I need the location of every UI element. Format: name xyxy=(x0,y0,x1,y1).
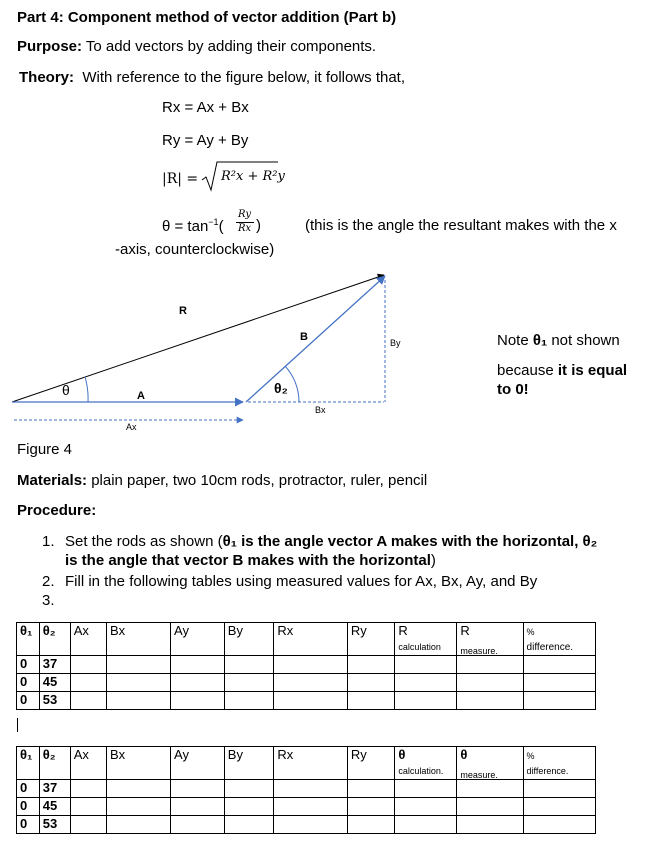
table-cell: 45 xyxy=(39,798,70,816)
table-cell xyxy=(224,816,274,834)
table-cell: 37 xyxy=(39,780,70,798)
paren-close: ) xyxy=(256,217,261,234)
col-theta2: θ₂ xyxy=(39,747,70,780)
theory-label: Theory: xyxy=(19,69,75,86)
table-cell xyxy=(523,816,595,834)
col-theta2: θ₂ xyxy=(39,623,70,656)
table-cell xyxy=(106,780,170,798)
table-cell xyxy=(171,692,225,710)
table-cell xyxy=(70,656,106,674)
col-ay: Ay xyxy=(171,747,225,780)
table-cell xyxy=(171,798,225,816)
table-cell xyxy=(347,692,395,710)
procedure-step-1-line2: is the angle that vector B makes with the horizontal) xyxy=(65,552,436,569)
theta-exp: −1 xyxy=(208,217,219,227)
table-header-row xyxy=(17,747,596,780)
col-rx: Rx xyxy=(274,747,347,780)
table-row xyxy=(17,692,596,710)
procedure-step-1-num: 1. xyxy=(42,533,55,550)
col-by: By xyxy=(224,747,274,780)
table-cell xyxy=(171,656,225,674)
table-cell xyxy=(523,798,595,816)
table-cell xyxy=(457,780,523,798)
data-table-2 xyxy=(16,746,596,834)
data-table-1 xyxy=(16,622,596,710)
label-theta: θ xyxy=(62,382,70,398)
table-row xyxy=(17,656,596,674)
text-cursor xyxy=(17,718,18,732)
col-theta-meas: θ $_{measure.}$ xyxy=(457,747,523,780)
table-cell xyxy=(106,798,170,816)
table-cell: 37 xyxy=(39,656,70,674)
table-cell xyxy=(274,656,347,674)
col-ax: Ax xyxy=(70,623,106,656)
col-ay: Ay xyxy=(171,623,225,656)
table-cell xyxy=(106,674,170,692)
table-cell xyxy=(224,780,274,798)
table-cell xyxy=(347,798,395,816)
purpose-line xyxy=(17,38,376,55)
note-line1: Note θ₁ not shown xyxy=(497,332,620,349)
table-cell: 45 xyxy=(39,674,70,692)
table-cell xyxy=(171,816,225,834)
table-cell xyxy=(395,780,457,798)
label-by: By xyxy=(390,338,401,348)
procedure-step-1: Set the rods as shown (θ₁ is the angle vector A makes with the horizontal, θ₂ xyxy=(65,533,598,550)
table-cell: 0 xyxy=(17,674,40,692)
col-bx: Bx xyxy=(106,623,170,656)
vector-diagram xyxy=(0,260,400,440)
theta-arc xyxy=(85,377,88,402)
label-ax: Ax xyxy=(126,422,137,432)
table-cell xyxy=(395,674,457,692)
table-cell xyxy=(224,674,274,692)
table-cell: 0 xyxy=(17,816,40,834)
table-cell xyxy=(395,798,457,816)
col-bx: Bx xyxy=(106,747,170,780)
procedure-label: Procedure: xyxy=(17,502,97,519)
col-rx: Rx xyxy=(274,623,347,656)
table-cell xyxy=(457,674,523,692)
table-cell: 0 xyxy=(17,692,40,710)
col-theta-calc: θ calculation. xyxy=(395,747,457,780)
table-cell xyxy=(347,674,395,692)
table-cell xyxy=(70,692,106,710)
table-cell xyxy=(274,816,347,834)
col-ry: Ry xyxy=(347,747,395,780)
table-cell xyxy=(274,692,347,710)
table-cell xyxy=(171,780,225,798)
table-cell xyxy=(224,798,274,816)
figure-caption: Figure 4 xyxy=(17,441,73,458)
col-pct-diff: % difference. xyxy=(523,747,595,780)
table-cell xyxy=(70,798,106,816)
table-cell xyxy=(274,674,347,692)
table-row xyxy=(17,780,596,798)
note-line3: to 0! xyxy=(497,381,529,398)
procedure-step-2: Fill in the following tables using measured values for Ax, Bx, Ay, and By xyxy=(65,573,538,590)
page-title: Part 4: Component method of vector addition (Part b) xyxy=(17,9,397,26)
col-pct-diff: % difference. xyxy=(523,623,595,656)
table-cell xyxy=(523,656,595,674)
table-cell xyxy=(70,674,106,692)
theta-note-line2: -axis, counterclockwise) xyxy=(115,241,275,258)
table-cell: 53 xyxy=(39,816,70,834)
label-theta2: θ₂ xyxy=(274,380,288,396)
procedure-step-2-num: 2. xyxy=(42,573,55,590)
col-ry: Ry xyxy=(347,623,395,656)
equation-r-radicand: R²x + R²y xyxy=(221,169,285,184)
table-cell xyxy=(70,816,106,834)
table-cell xyxy=(106,692,170,710)
col-r-meas: R $_{measure.}$ xyxy=(457,623,523,656)
table-row xyxy=(17,674,596,692)
theta-numerator: Ry xyxy=(238,209,252,220)
equation-r-left: |R| = xyxy=(162,171,199,187)
table-cell: 53 xyxy=(39,692,70,710)
table-cell: 0 xyxy=(17,780,40,798)
label-a: A xyxy=(137,390,145,402)
purpose-text: To add vectors by adding their components. xyxy=(82,38,377,55)
table-cell xyxy=(106,656,170,674)
equation-rx: Rx = Ax + Bx xyxy=(162,99,249,116)
col-r-calc: R calculation xyxy=(395,623,457,656)
theta-denominator: Rx xyxy=(238,223,252,234)
table-cell xyxy=(395,692,457,710)
table-cell xyxy=(274,798,347,816)
col-theta1: θ₁ xyxy=(17,623,40,656)
procedure-step-3-num: 3. xyxy=(42,592,55,609)
table-cell: 0 xyxy=(17,798,40,816)
table-cell xyxy=(347,780,395,798)
table-cell xyxy=(523,692,595,710)
table-cell xyxy=(171,674,225,692)
materials-line: Materials: plain paper, two 10cm rods, protractor, ruler, pencil xyxy=(17,472,428,489)
table-cell xyxy=(523,674,595,692)
table-cell xyxy=(457,816,523,834)
vector-b xyxy=(246,276,385,402)
col-ax: Ax xyxy=(70,747,106,780)
table-cell xyxy=(395,816,457,834)
col-by: By xyxy=(224,623,274,656)
table-cell xyxy=(106,816,170,834)
table-cell xyxy=(224,656,274,674)
theta-left: θ = tan xyxy=(162,218,209,235)
table-header-row xyxy=(17,623,596,656)
table-cell xyxy=(347,656,395,674)
table-cell xyxy=(523,780,595,798)
label-b: B xyxy=(300,331,308,343)
theory-text: With reference to the figure below, it follows that, xyxy=(82,69,406,86)
table-cell xyxy=(457,692,523,710)
table-cell xyxy=(347,816,395,834)
equation-ry: Ry = Ay + By xyxy=(162,132,249,149)
theta-note-line1: (this is the angle the resultant makes with the x xyxy=(305,217,617,234)
table-cell: 0 xyxy=(17,656,40,674)
table-cell xyxy=(274,780,347,798)
theory-line xyxy=(19,69,405,86)
purpose-label: Purpose: xyxy=(17,38,83,55)
col-theta1: θ₁ xyxy=(17,747,40,780)
table-cell xyxy=(70,780,106,798)
table-cell xyxy=(457,656,523,674)
label-r: R xyxy=(179,305,187,317)
table-row xyxy=(17,816,596,834)
equation-theta: $\theta = \tan^{-1}$( xyxy=(162,217,224,235)
label-bx: Bx xyxy=(315,405,326,415)
table-row xyxy=(17,798,596,816)
table-cell xyxy=(457,798,523,816)
table-cell xyxy=(395,656,457,674)
table-cell xyxy=(224,692,274,710)
note-line2: because it is equal xyxy=(497,362,628,379)
